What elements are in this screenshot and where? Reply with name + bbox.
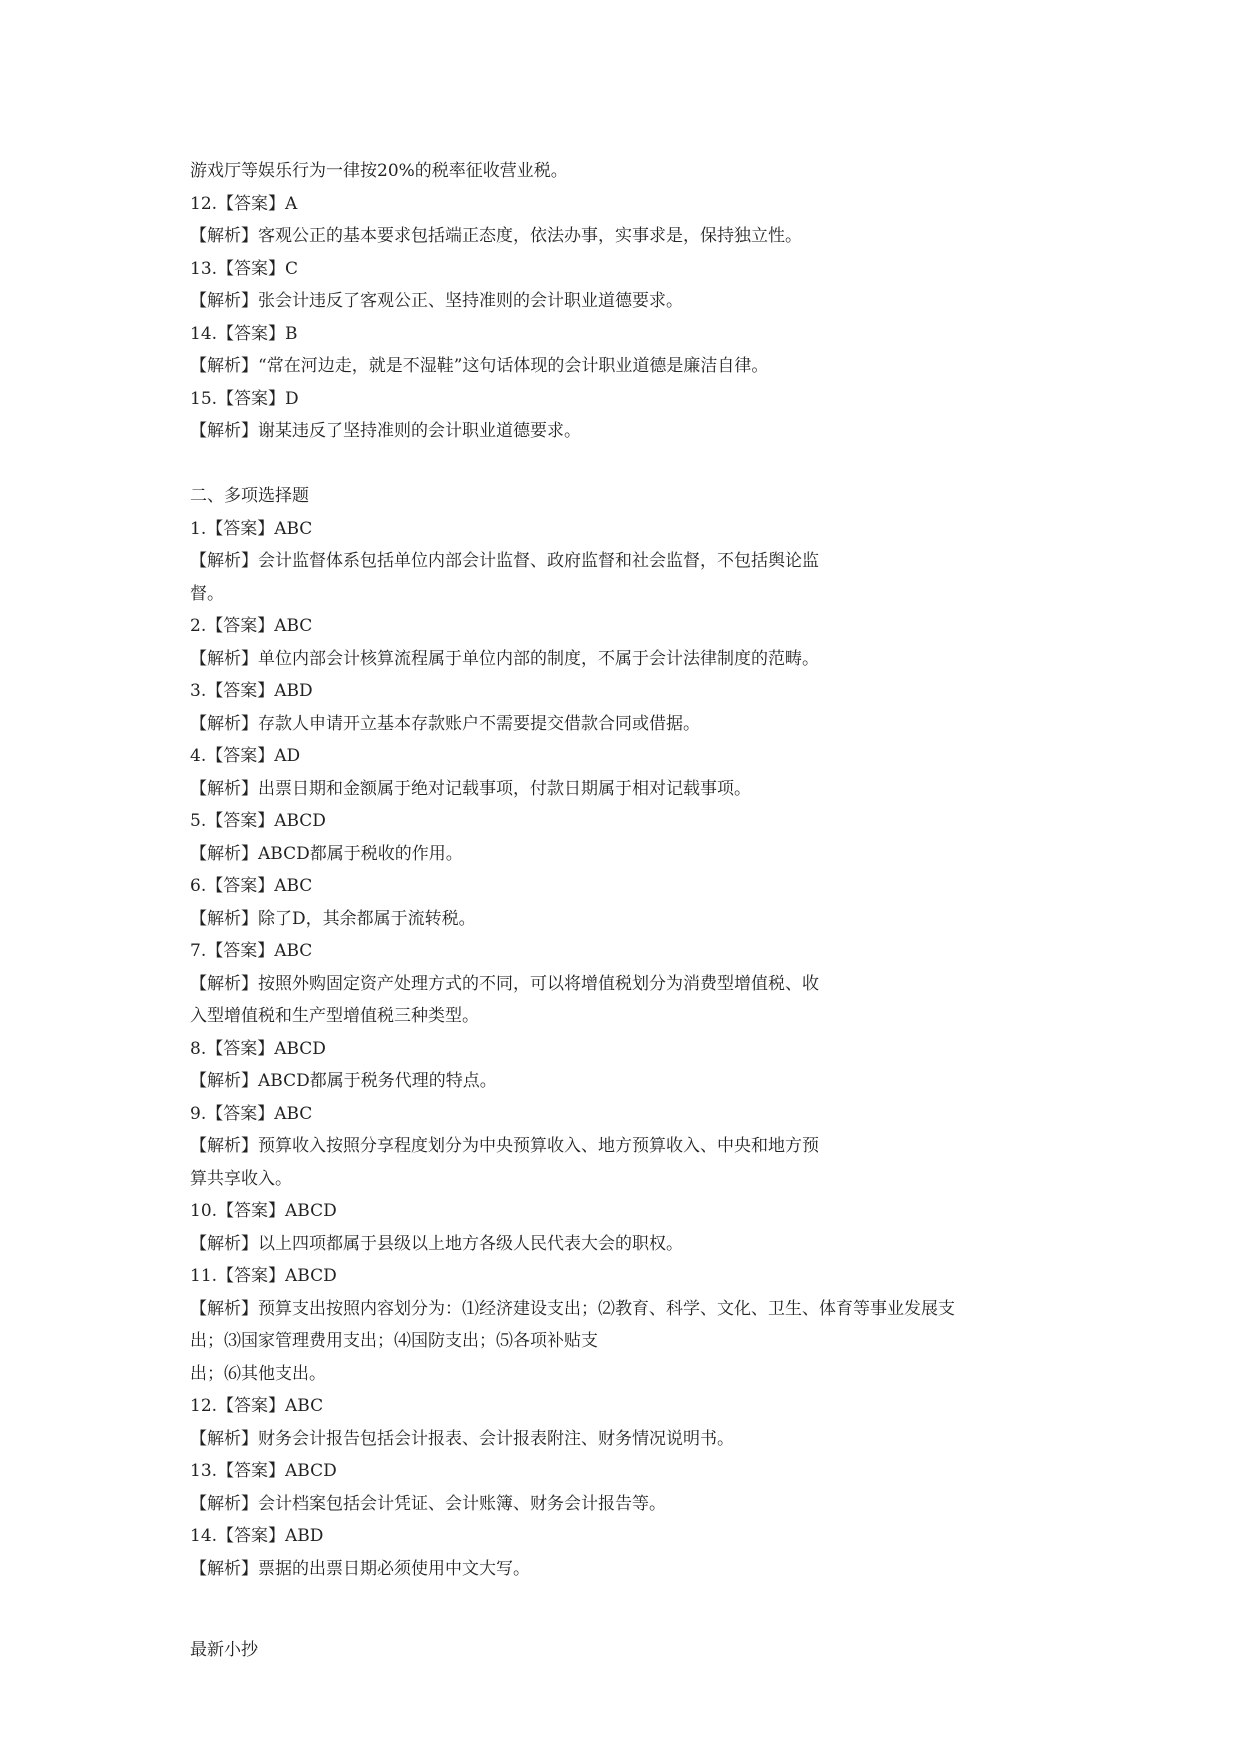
explanation-line: 【解析】ABCD都属于税收的作用。 — [190, 843, 463, 864]
explanation-line: 【解析】票据的出票日期必须使用中文大写。 — [190, 1558, 530, 1579]
text-line: 入型增值税和生产型增值税三种类型。 — [190, 1006, 479, 1026]
explanation-line: 【解析】谢某违反了坚持准则的会计职业道德要求。 — [190, 421, 581, 441]
explanation-line: 【解析】ABCD都属于税务代理的特点。 — [190, 1071, 497, 1091]
answer-line: 12.【答案】ABC — [190, 1396, 324, 1416]
answer-line: 2.【答案】ABC — [190, 616, 313, 636]
answer-line: 4.【答案】AD — [190, 746, 301, 766]
explanation-line: 【解析】“常在河边走，就是不湿鞋”这句话体现的会计职业道德是廉洁自律。 — [190, 356, 769, 376]
answer-line: 14.【答案】B — [190, 323, 298, 344]
explanation-line: 【解析】预算收入按照分享程度划分为中央预算收入、地方预算收入、中央和地方预 — [190, 1136, 819, 1156]
text-line: 游戏厅等娱乐行为一律按20%的税率征收营业税。 — [190, 161, 568, 181]
explanation-line: 【解析】存款人申请开立基本存款账户不需要提交借款合同或借据。 — [190, 713, 700, 734]
explanation-line: 【解析】会计档案包括会计凭证、会计账簿、财务会计报告等。 — [190, 1493, 666, 1514]
explanation-line: 【解析】除了D，其余都属于流转税。 — [190, 908, 476, 929]
text-line: 算共享收入。 — [190, 1168, 292, 1189]
blank-line — [190, 448, 1190, 481]
answer-line: 15.【答案】D — [190, 388, 299, 409]
explanation-line: 【解析】按照外购固定资产处理方式的不同，可以将增值税划分为消费型增值税、收 — [190, 973, 819, 994]
answer-line: 6.【答案】ABC — [190, 876, 313, 896]
answer-line: 13.【答案】C — [190, 258, 299, 279]
text-line: 督。 — [190, 583, 224, 604]
explanation-line: 【解析】单位内部会计核算流程属于单位内部的制度，不属于会计法律制度的范畴。 — [190, 648, 819, 669]
answer-line: 5.【答案】ABCD — [190, 811, 326, 831]
explanation-line: 【解析】会计监督体系包括单位内部会计监督、政府监督和社会监督，不包括舆论监 — [190, 551, 819, 571]
answer-list — [190, 155, 1190, 1585]
explanation-line: 【解析】财务会计报告包括会计报表、会计报表附注、财务情况说明书。 — [190, 1428, 734, 1449]
answer-line: 1.【答案】ABC — [190, 518, 313, 539]
answer-line: 10.【答案】ABCD — [190, 1201, 337, 1221]
text-line: 出；⑶国家管理费用支出；⑷国防支出；⑸各项补贴支 — [190, 1331, 598, 1351]
answer-line: 14.【答案】ABD — [190, 1526, 324, 1546]
explanation-line: 【解析】张会计违反了客观公正、坚持准则的会计职业道德要求。 — [190, 291, 683, 311]
answer-line: 9.【答案】ABC — [190, 1103, 313, 1124]
explanation-line: 【解析】以上四项都属于县级以上地方各级人民代表大会的职权。 — [190, 1233, 683, 1254]
explanation-line: 【解析】客观公正的基本要求包括端正态度，依法办事，实事求是，保持独立性。 — [190, 226, 802, 246]
answer-line: 7.【答案】ABC — [190, 941, 313, 961]
answer-line: 8.【答案】ABCD — [190, 1038, 326, 1059]
page-footer: 最新小抄 — [190, 1640, 258, 1660]
section-heading: 二、多项选择题 — [190, 486, 309, 506]
answer-line: 13.【答案】ABCD — [190, 1461, 337, 1481]
answer-line: 3.【答案】ABD — [190, 681, 313, 701]
text-line: 出；⑹其他支出。 — [190, 1363, 326, 1384]
answer-line: 12.【答案】A — [190, 193, 298, 214]
explanation-line: 【解析】预算支出按照内容划分为：⑴经济建设支出；⑵教育、科学、文化、卫生、体育等事业发展支 — [190, 1298, 955, 1319]
explanation-line: 【解析】出票日期和金额属于绝对记载事项，付款日期属于相对记载事项。 — [190, 778, 751, 799]
answer-line: 11.【答案】ABCD — [190, 1266, 337, 1286]
